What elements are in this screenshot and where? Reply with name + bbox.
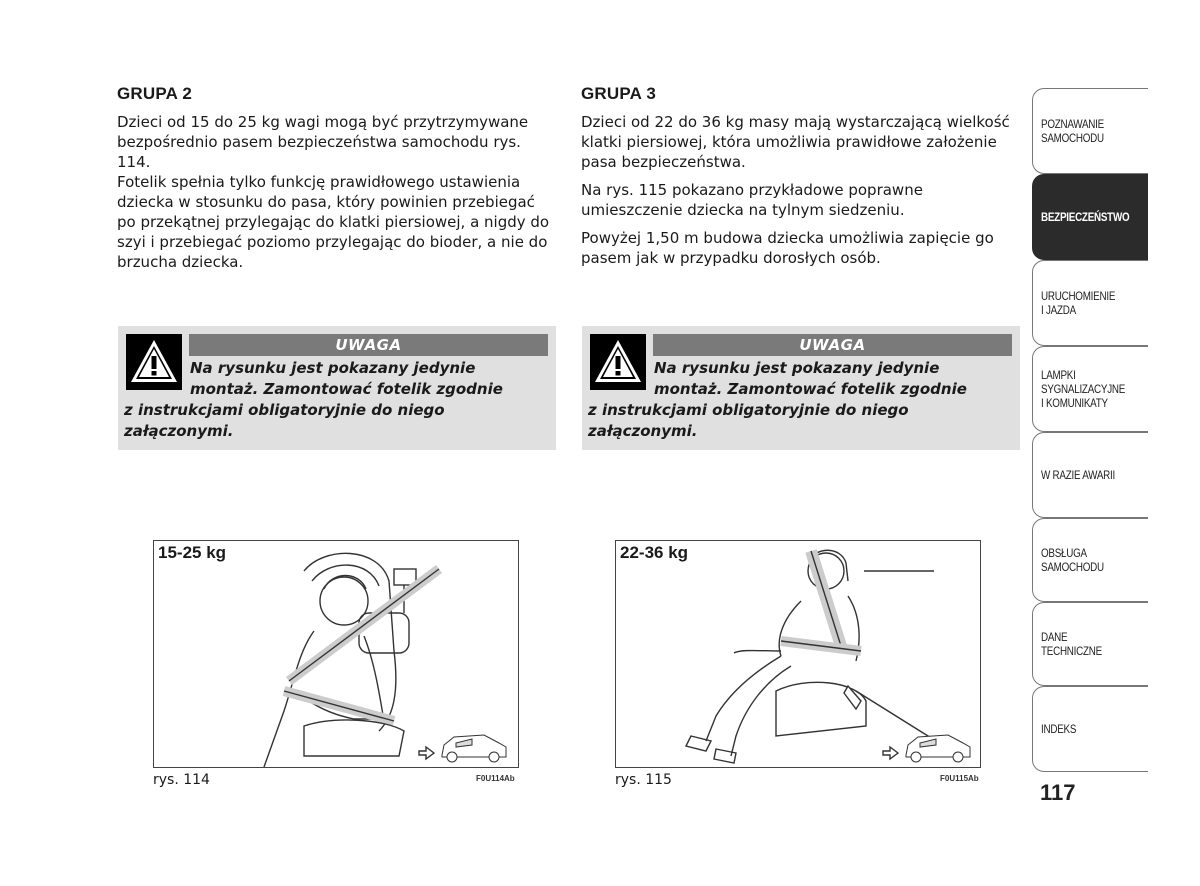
figure-115-illustration — [615, 540, 981, 768]
tab-bezpieczenstwo[interactable] — [1032, 174, 1148, 260]
figure-caption: rys. 115 — [615, 772, 672, 788]
figure-caption: rys. 114 — [153, 772, 210, 788]
tab-obsluga-samochodu[interactable] — [1032, 518, 1148, 602]
paragraph: Fotelik spełnia tylko funkcję prawidłowego ustawienia dziecka w stosunku do pasa, który powinien przebiegać po przekątnej przylegając do klatki piersiowej, a nigdy do szyi i przebiegać poziomo przylegając do bioder, a nie do brzucha dziecka. — [117, 173, 550, 271]
paragraph: Na rys. 115 pokazano przykładowe poprawne umieszczenie dziecka na tylnym siedzeniu. — [581, 181, 923, 219]
tab-w-razie-awarii[interactable] — [1032, 432, 1148, 518]
figure-weight-label: 22-36 kg — [620, 543, 689, 562]
tab-dane-techniczne[interactable] — [1032, 602, 1148, 686]
figure-114-illustration — [153, 540, 519, 768]
figure-code: F0U115Ab — [940, 774, 979, 783]
tab-label: LAMPKI SYGNALIZACYJNE I KOMUNIKATY — [1041, 368, 1126, 410]
warning-line: z instrukcjami obligatoryjnie do niego — [124, 401, 445, 419]
warning-line: Na rysunku jest pokazany jedynie — [654, 359, 940, 377]
figure-code: F0U114Ab — [476, 774, 515, 783]
warning-line: Na rysunku jest pokazany jedynie — [190, 359, 476, 377]
tab-label: W RAZIE AWARII — [1041, 468, 1116, 482]
tab-uruchomienie-i-jazda[interactable] — [1032, 260, 1148, 346]
tab-label: DANE TECHNICZNE — [1041, 630, 1102, 658]
paragraph: Dzieci od 15 do 25 kg wagi mogą być przytrzymywane bezpośrednio pasem bezpieczeństwa samochodu rys. 114. — [117, 113, 529, 171]
warning-line: montaż. Zamontować fotelik zgodnie — [654, 380, 967, 398]
tab-indeks[interactable] — [1032, 686, 1148, 772]
warning-line: z instrukcjami obligatoryjnie do niego — [588, 401, 909, 419]
tab-label: POZNAWANIE SAMOCHODU — [1041, 117, 1104, 145]
warning-text — [588, 358, 1012, 442]
car-direction-icon — [616, 541, 980, 767]
tab-label: URUCHOMIENIE I JAZDA — [1041, 289, 1116, 317]
tab-lampki-sygnalizacyjne[interactable] — [1032, 346, 1148, 432]
warning-box — [118, 326, 556, 450]
left-column — [117, 84, 557, 280]
warning-line: załączonymi. — [124, 422, 234, 440]
warning-title: UWAGA — [653, 334, 1012, 356]
tab-poznawanie-samochodu[interactable] — [1032, 88, 1148, 174]
figure-weight-label: 15-25 kg — [158, 543, 227, 562]
right-column — [581, 84, 1021, 276]
warning-line: załączonymi. — [588, 422, 698, 440]
page-number: 117 — [1040, 780, 1076, 805]
paragraph: Powyżej 1,50 m budowa dziecka umożliwia zapięcie go pasem jak w przypadku dorosłych osób. — [581, 229, 994, 267]
paragraph: Dzieci od 22 do 36 kg masy mają wystarczającą wielkość klatki piersiowej, która umożliwia prawidłowe założenie pasa bezpieczeństwa. — [581, 113, 1010, 171]
section-heading-grupa-2: GRUPA 2 — [117, 84, 193, 103]
tab-label: OBSŁUGA SAMOCHODU — [1041, 546, 1104, 574]
warning-box — [582, 326, 1020, 450]
tab-label: BEZPIECZEŃSTWO — [1041, 210, 1130, 224]
car-direction-icon — [154, 541, 518, 767]
warning-title: UWAGA — [189, 334, 548, 356]
tab-label: INDEKS — [1041, 722, 1077, 736]
section-heading-grupa-3: GRUPA 3 — [581, 84, 657, 103]
warning-text — [124, 358, 548, 442]
warning-line: montaż. Zamontować fotelik zgodnie — [190, 380, 503, 398]
